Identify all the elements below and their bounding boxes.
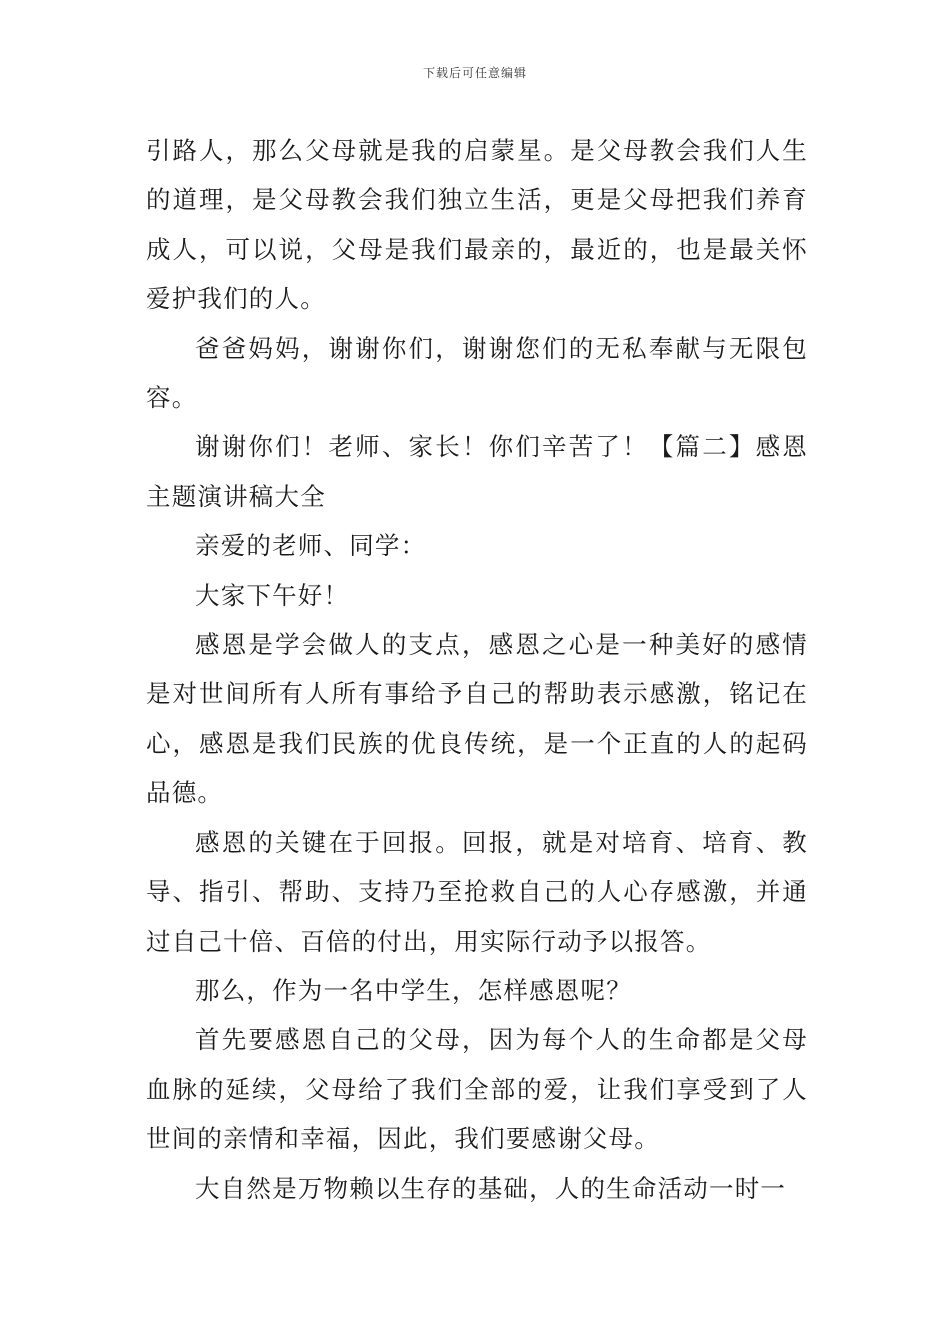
paragraph: 首先要感恩自己的父母，因为每个人的生命都是父母血脉的延续，父母给了我们全部的爱，让我们享受到了人世间的亲情和幸福，因此，我们要感谢父母。 — [146, 1025, 808, 1154]
document-body — [146, 126, 808, 1213]
paragraph: 那么，作为一名中学生，怎样感恩呢？ — [195, 975, 632, 1005]
paragraph: 爸爸妈妈，谢谢你们，谢谢您们的无私奉献与无限包容。 — [146, 333, 808, 413]
paragraph: 引路人，那么父母就是我的启蒙星。是父母教会我们人生的道理，是父母教会我们独立生活，更是父母把我们养育成人，可以说，父母是我们最亲的，最近的，也是最关怀爱护我们的人。 — [146, 136, 808, 314]
paragraph: 大家下午好！ — [195, 580, 350, 610]
paragraph: 亲爱的老师、同学： — [195, 531, 427, 561]
paragraph: 大自然是万物赖以生存的基础，人的生命活动一时一 — [195, 1173, 787, 1203]
paragraph: 谢谢你们！老师、家长！你们辛苦了！【篇二】感恩主题演讲稿大全 — [146, 432, 808, 511]
page-header: 下载后可任意编辑 — [422, 66, 527, 80]
paragraph: 感恩的关键在于回报。回报，就是对培育、培育、教导、指引、帮助、支持乃至抢救自己的人心存感激，并通过自己十倍、百倍的付出，用实际行动予以报答。 — [146, 827, 808, 956]
paragraph: 感恩是学会做人的支点，感恩之心是一种美好的感情是对世间所有人所有事给予自己的帮助表示感激，铭记在心，感恩是我们民族的优良传统，是一个正直的人的起码品德。 — [146, 630, 808, 808]
